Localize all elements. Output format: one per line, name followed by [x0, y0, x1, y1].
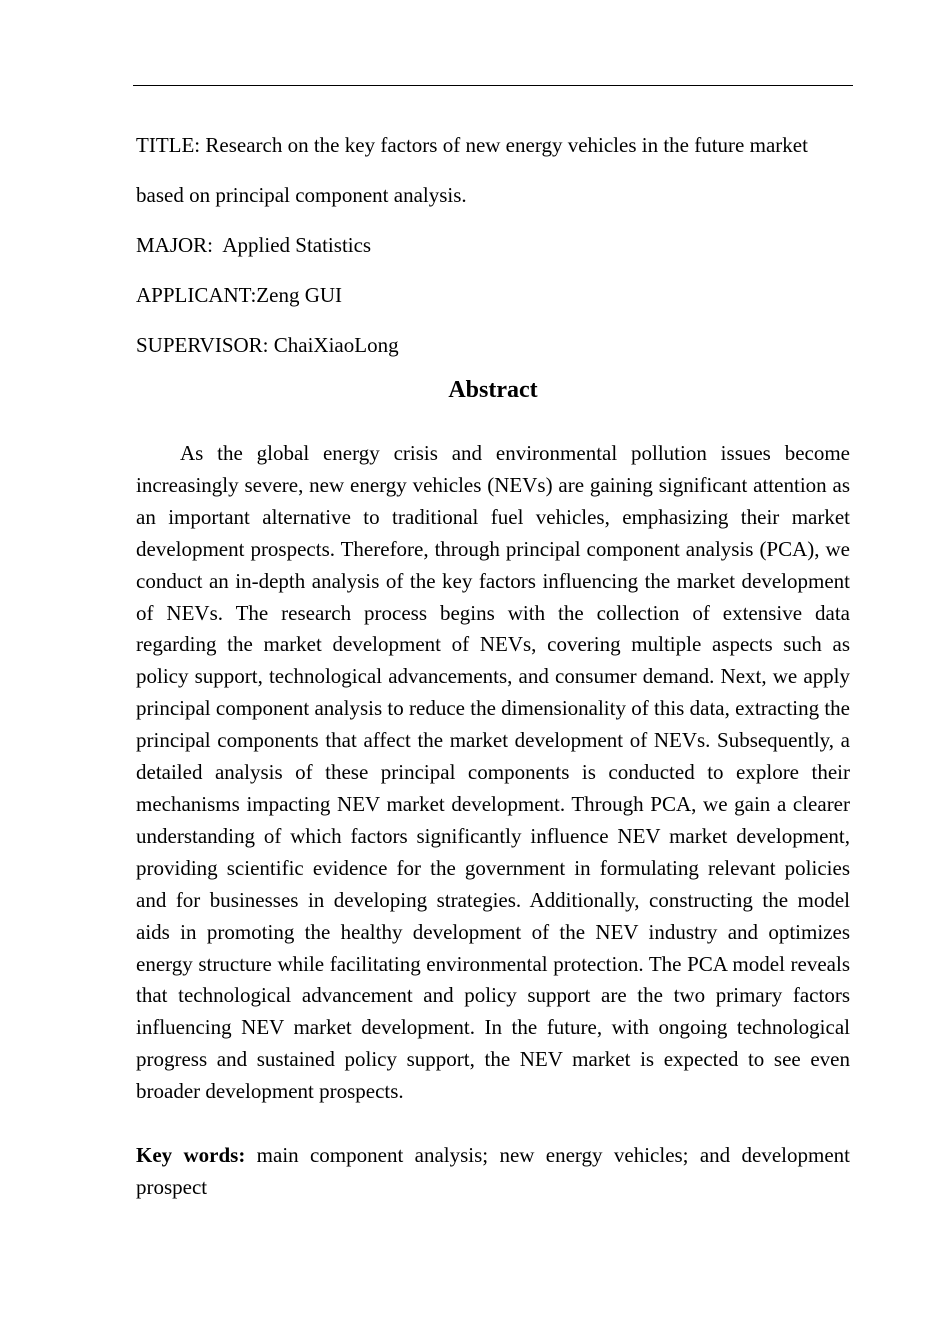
supervisor-line: SUPERVISOR: ChaiXiaoLong	[136, 333, 399, 357]
keywords-text: main component analysis; new energy vehicles; and development prospect	[136, 1143, 850, 1200]
thesis-title-line-2: based on principal component analysis.	[136, 183, 467, 207]
abstract-heading: Abstract	[448, 377, 538, 403]
keywords-label: Key words:	[136, 1143, 246, 1168]
header-rule	[133, 85, 853, 86]
keywords-paragraph	[136, 1139, 850, 1203]
major-line: MAJOR: Applied Statistics	[136, 233, 372, 257]
abstract-body: As the global energy crisis and environmental pollution issues become increasingly severe, new energy vehicles (NEVs) are gaining significant attention as an important alternative to traditional fuel vehicles, emphasizing their market development prospects. Therefore, through principal component analysis (PCA), we conduct an in-depth analysis of the key factors influencing the market development of NEVs. The research process begins with the collection of extensive data regarding the market development of NEVs, covering multiple aspects such as policy support, technological advancements, and consumer demand. Next, we apply principal component analysis to reduce the dimensionality of this data, extracting the principal components that affect the market development of NEVs. Subsequently, a detailed analysis of these principal components is conducted to explore their mechanisms impacting NEV market development. Through PCA, we gain a clearer understanding of which factors significantly influence NEV market development, providing scientific evidence for the government in formulating relevant policies and for businesses in developing strategies. Additionally, constructing the model aids in promoting the healthy development of the NEV industry and optimizes energy structure while facilitating environmental protection. The PCA model reveals that technological advancement and policy support are the two primary factors influencing NEV market development. In the future, with ongoing technological progress and sustained policy support, the NEV market is expected to see even broader development prospects.	[136, 441, 850, 1104]
applicant-line: APPLICANT:Zeng GUI	[136, 283, 343, 307]
thesis-title-line-1: TITLE: Research on the key factors of new energy vehicles in the future market	[136, 133, 808, 157]
document-page	[136, 120, 850, 1203]
